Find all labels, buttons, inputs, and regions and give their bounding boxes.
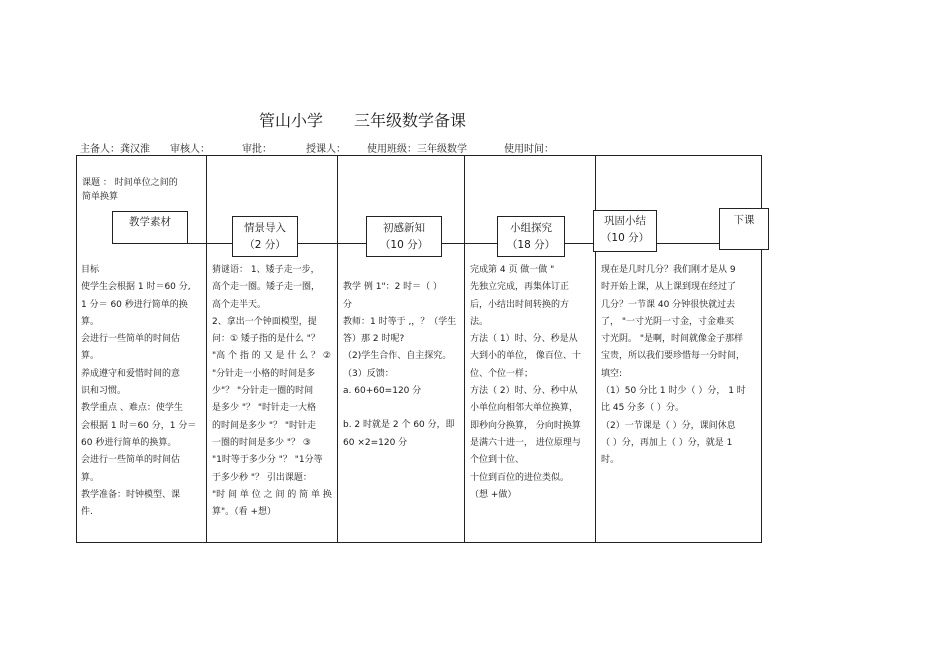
text-line: 猜谜语： 1、矮子走一步， [212,265,320,275]
text-line: 的时间是多少 "？ "时针走 [212,420,317,431]
text-line: 后，小结出时间转换的方 [470,299,570,310]
text-line: 即秒向分换算， 分向时换算 [470,420,581,431]
topic-line: 课题 ： 时间单位之间的 [82,178,178,188]
text-line: 法。 [470,316,489,327]
text-line: 教学重点 、难点：使学生 [81,403,183,414]
text-line: （想 +做） [470,489,517,500]
text-line: 时。 [601,455,620,466]
class-field: 使用班级：三年级数学 [367,144,467,155]
text-line: 了， "一寸光阴一寸金，寸金难买 [601,316,735,327]
text-line: 算"。（看 +想） [212,507,277,518]
text-line: （1）50 分比 1 时少（ ）分， 1 时 [601,386,746,397]
text-line: 答）那 2 时呢? [343,334,405,345]
text-line: 算。 [81,351,100,362]
text-line: 方法（ 2）时、分、秒中从 [470,386,578,397]
text-line: （2)学生合作、自主探究。 [343,351,452,362]
text-line: 高个走半天。 [212,299,267,310]
text-line: 60 ×2=120 分 [343,437,408,448]
text-line: 小单位向相邻大单位换算， [470,403,579,414]
text-line: "时 间 单 位 之 间 的 简 单 换 [212,489,332,500]
text-line [343,400,463,417]
text-line: 位、个位一样； [470,368,534,379]
stage-new-knowledge [366,216,442,257]
text-line: 教学 例 1"：2 时＝（ ） [343,282,443,293]
stage-group-explore [497,216,565,257]
text-line: 算。 [81,472,100,483]
text-line: 问：① 矮子指的是什么 "？ [212,334,320,345]
column-divider [206,155,207,543]
stage-duration: （10 分） [600,232,650,244]
stage-label: 初感新知 [383,222,425,234]
text-line: a. 60+60=120 分 [343,386,422,397]
text-line: 使学生会根据 1 时＝60 分, [81,282,191,293]
stage-duration: （18 分） [506,239,556,251]
intro-column [212,262,336,521]
text-line: 60 秒进行简单的换算。 [81,437,177,448]
text-line: "高 个 指 的 又 是 什 么 ？ ② [212,351,331,362]
text-line: （2）一节课是（ ）分，课间休息 [601,420,736,431]
text-line: 于多少秒 "？ 引出课题： [212,472,312,483]
text-line: 先独立完成，再集体订正 [470,282,570,293]
stage-label: 下课 [733,214,755,226]
stage-duration: （2 分） [244,239,286,251]
text-line: 会进行一些简单的时间估 [81,455,181,466]
time-field: 使用时间： [504,144,554,155]
new-knowledge-column [343,262,463,452]
text-line: 时开始上课，从上课到现在经过了 [601,282,737,293]
stage-materials [112,211,188,244]
text-line: 目标 [81,265,100,275]
stage-end [719,208,769,250]
materials-column [81,262,205,521]
text-line: 2、拿出一个钟面模型，提 [212,316,317,327]
text-line: 寸光阴。 "是啊，时间就像金子那样 [601,334,744,345]
text-line: 养成遵守和爱惜时间的意 [81,368,181,379]
text-line: 是多少 "？ "时针走一大格 [212,403,317,414]
column-divider [464,155,465,543]
text-line: 几分？一节课 40 分钟很快就过去 [601,299,736,310]
text-line: 方法（ 1）时、分、秒是从 [470,334,578,345]
stage-label: 情景导入 [244,222,286,234]
text-line: 分 [343,299,353,310]
lesson-topic [82,176,207,204]
text-line: 是满六十进一， 进位原理与 [470,437,581,448]
text-line: 件. [81,507,93,518]
stage-intro [232,216,298,257]
text-line: 会进行一些简单的时间估 [81,334,181,345]
text-line: 少"？ "分针走一圈的时间 [212,386,314,397]
text-line: 完成第 4 页 做一做 " [470,265,555,275]
text-line: （ ）分，再加上（ ）分，就是 1 [601,437,733,448]
text-line: 识和习惯。 [81,386,127,397]
teacher-field: 授课人： [306,144,346,155]
topic-line: 简单换算 [82,192,119,202]
text-line: 宝贵，所以我们要珍惜每一分时间， [601,351,746,362]
column-divider [337,155,338,543]
stage-duration: （10 分） [379,239,429,251]
course-title: 三年级数学备课 [354,111,467,130]
text-line: 比 45 分多（ ）分。 [601,403,685,414]
text-line: b. 2 时就是 2 个 60 分，即 [343,420,455,431]
text-line: 高个走一圈。矮子走一圈， [212,282,321,293]
text-line: 算。 [81,316,100,327]
stage-consolidate [593,210,657,252]
stage-label: 巩固小结 [604,215,646,227]
text-line: 教师：1 时等于 ,，？（学生 [343,316,457,327]
consolidate-column [601,262,761,470]
stage-label: 教学素材 [129,216,171,228]
text-line: 十位到百位的进位类似。 [470,472,570,483]
text-line: 填空: [601,368,623,379]
text-line: 个位到十位、 [470,455,525,466]
text-line: 1 分＝ 60 秒进行简单的换 [81,299,188,310]
reviewer-field: 审核人： [170,144,210,155]
group-explore-column [470,262,594,504]
text-line: 教学准备：时钟模型、课 [81,489,181,500]
school-name: 管山小学 [259,111,324,130]
text-line: 现在是几时几分？我们刚才是从 9 [601,265,736,275]
preparer-field: 主备人：龚汉淮 [80,144,150,155]
text-line: "分针走一小格的时间是多 [212,368,316,379]
approval-field: 审批： [242,144,272,155]
text-line: "1时等于多少分 "？ "1分等 [212,455,323,466]
text-line: （3）反馈： [343,368,394,379]
text-line [343,262,463,279]
text-line: 大到小的单位， 像百位、十 [470,351,581,362]
stage-label: 小组探究 [510,222,552,234]
text-line: 一圈的时间是多少 "？ ③ [212,437,311,448]
text-line: 会根据 1 时＝60 分，1 分＝ [81,420,197,431]
